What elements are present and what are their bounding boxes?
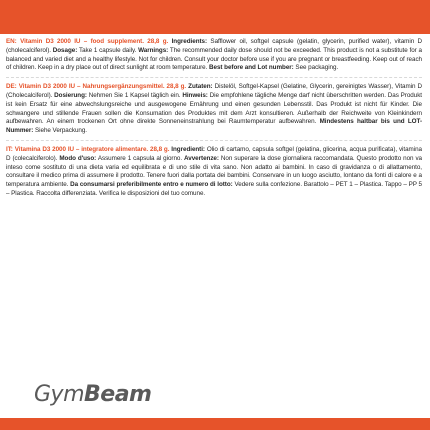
section-en-title: EN: Vitamin D3 2000 IU – food supplement. 28,8 g. [6, 38, 169, 45]
text-run: Die empfohlene tägliche Menge darf nicht überschritten werden. Das Produkt ist kein Ersatz für eine abwechslungsreiche und ausgewogene Ernährung und einen gesunden Lebensstil. Das Produkt ist nicht für Kinder. Die schwangere und stillende Frauen sollen die Konsumation des Produktes mit dem Arzt konsultieren. Außerhalb der Reichweite von Kleinkindern aufbewahren. An einem trockenen Ort ohne direkte Sonneneinstrahlung bei Raumtemperatur aufbewahren. [6, 91, 422, 126]
top-accent-stripe [0, 0, 430, 34]
text-run: Non superare la dose giornaliera raccomandata. Questo prodotto non va inteso come sostituto di una dieta varia ed equilibrata e di uno stile di vita sano. Non adatto ai bambini. In caso di gravidanza o di allattamento, consultare il medico prima di assumere il prodotto. Tenere fuori dalla portata dei bambini. Conservare in un luogo asciutto, lontano da fonti di calore e a temperatura ambiente. [6, 154, 422, 189]
gymbeam-logo [34, 382, 151, 407]
label-consumarsi: Da consumarsi preferibilmente entro e numero di lotto: [70, 181, 233, 189]
section-divider [6, 77, 422, 78]
label-haltbar: Mindestens haltbar bis und LOT-Nummer: [6, 118, 422, 135]
label-ingredienti: Ingredienti: [171, 145, 205, 153]
section-en [6, 38, 422, 73]
text-run: Nehmen Sie 1 Kapsel täglich ein. [86, 91, 183, 99]
text-run: Siehe Verpackung. [33, 127, 88, 135]
label-hinweis: Hinweis: [182, 91, 208, 99]
label-dosage: Dosage: [52, 46, 78, 54]
label-dosierung: Dosierung: [54, 91, 87, 99]
label-warnings: Warnings: [138, 46, 169, 54]
label-avvertenze: Avvertenze: [184, 154, 219, 162]
text-run: Vedere sulla confezione. Barattolo – PET 1 – Plastica. Tappo – PP 5 – Plastica. Raccolta differenziata. Verifica le disposizioni del tuo comune. [6, 181, 422, 197]
label-zutaten: Zutaten: [188, 83, 213, 91]
text-run: Safflower oil, softgel capsule (gelatin, glycerin, purified water), vitamin D (cholecalciferol). [6, 38, 423, 54]
label-text-area [6, 38, 422, 199]
label-modo-uso: Modo d'uso: [59, 154, 97, 162]
text-run: Olio di cartamo, capsula softgel (gelatina, glicerina, acqua purificata), vitamina D (colecalciferolo). [6, 145, 422, 162]
section-it [6, 146, 422, 199]
text-run: The recommended daily dose should not be exceeded. This product is not a substitute for a balanced and varied diet and a healthy lifestyle. Not for children. Consult your doctor before use if you are pregnant or breastfeeding. Keep out of reach of children. Keep in a dry place out of direct sunlight at room temperature. [6, 46, 422, 72]
label-best-before: Best before and Lot number: [209, 64, 294, 72]
text-run: Take 1 capsule daily. [77, 46, 139, 54]
section-it-title: IT: Vitamina D3 2000 IU – integratore alimentare. 28,8 g. [6, 145, 170, 153]
label-ingredients: Ingredients: [171, 38, 208, 45]
section-de [6, 83, 422, 136]
text-run: Distelöl, Softgel-Kapsel (Gelatine, Glycerin, gereinigtes Wasser), Vitamin D (Cholecalciferol). [6, 83, 422, 99]
text-run: See packaging. [293, 64, 339, 72]
bottom-accent-stripe [0, 418, 430, 430]
section-divider [6, 140, 422, 141]
section-de-title: DE: Vitamin D3 2000 IU – Nahrungsergänzungsmittel. 28,8 g. [6, 83, 187, 91]
logo-light-part: Gym [34, 382, 84, 407]
text-run: Assumere 1 capsula al giorno. [96, 154, 185, 162]
logo-bold-part: Beam [84, 382, 152, 407]
